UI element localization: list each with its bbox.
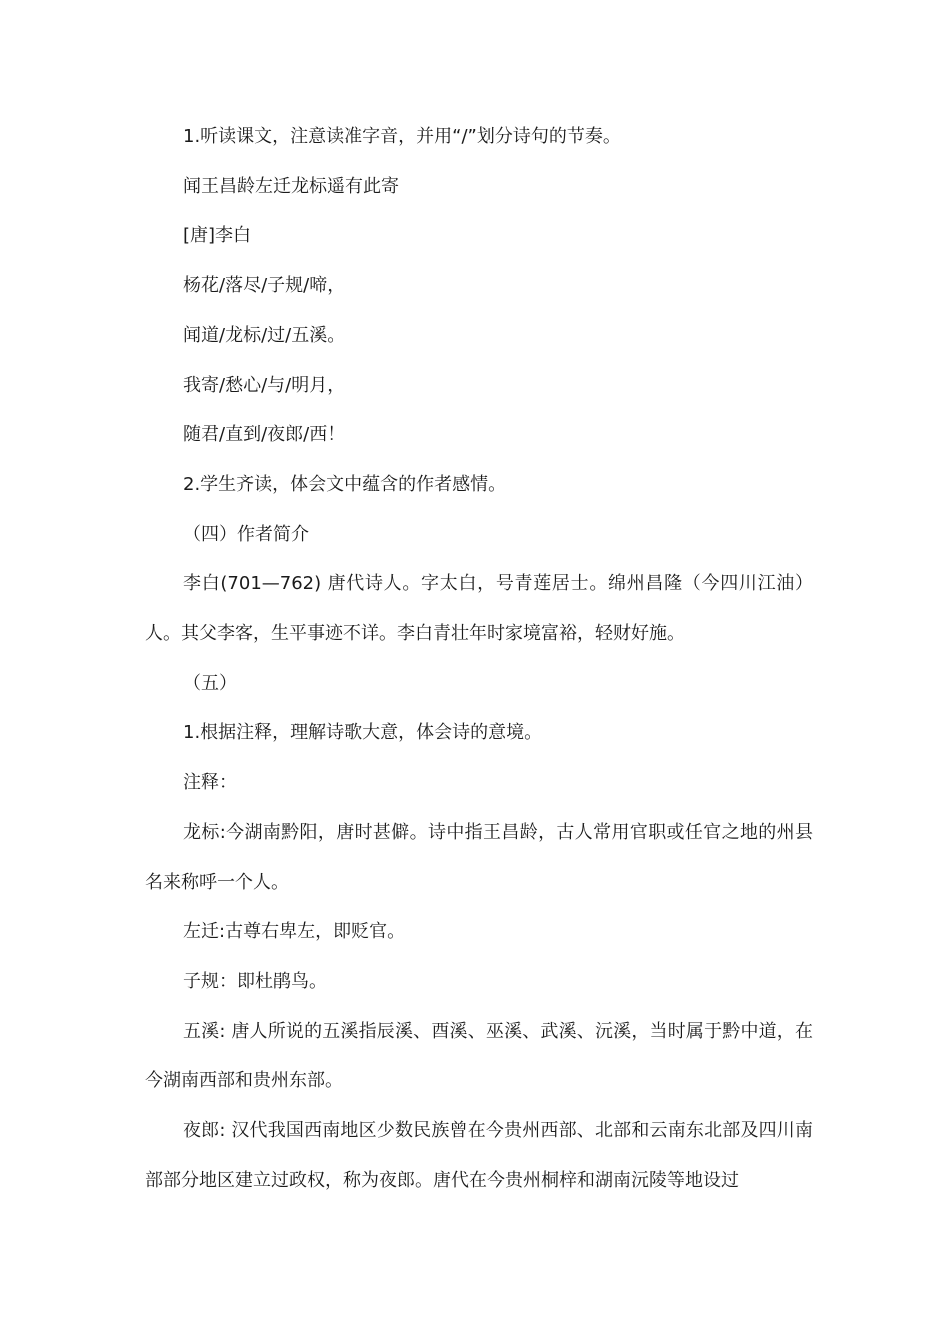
note-yelang: 夜郎: 汉代我国西南地区少数民族曾在今贵州西部、北部和云南东北部及四川南部部分地区建立过政权，称为夜郎。唐代在今贵州桐梓和湖南沅陵等地设过: [145, 1120, 813, 1191]
paragraph-listen-instruction: 1.听读课文，注意读准字音，并用“/”划分诗句的节奏。: [183, 126, 621, 147]
paragraph-author-bio: 李白(701—762) 唐代诗人。字太白，号青莲居士。绵州昌隆（今四川江油）人。其父李客，生平事迹不详。李白青壮年时家境富裕，轻财好施。: [145, 573, 813, 645]
paragraph-read-aloud: 2.学生齐读，体会文中蕴含的作者感情。: [183, 473, 507, 495]
notes-heading: 注释：: [183, 772, 237, 794]
document-body: [145, 112, 813, 1205]
note-wuxi: 五溪: 唐人所说的五溪指辰溪、酉溪、巫溪、武溪、沅溪，当时属于黔中道，在今湖南西部和贵州东部。: [145, 1020, 813, 1092]
note-zuoqian: 左迁:古尊右卑左，即贬官。: [183, 921, 406, 943]
poem-line-4: 随君/直到/夜郎/西！: [183, 424, 346, 446]
poem-title: 闻王昌龄左迁龙标遥有此寄: [183, 175, 399, 197]
paragraph-understand: 1.根据注释，理解诗歌大意，体会诗的意境。: [183, 722, 543, 744]
section-heading-five: （五）: [183, 672, 237, 694]
note-longbiao: 龙标:今湖南黔阳，唐时甚僻。诗中指王昌龄，古人常用官职或任官之地的州县名来称呼一个人。: [145, 821, 813, 893]
poem-line-2: 闻道/龙标/过/五溪。: [183, 324, 346, 346]
poem-line-3: 我寄/愁心/与/明月，: [183, 374, 346, 396]
note-zigui: 子规：即杜鹃鸟。: [183, 970, 327, 992]
section-heading-author: （四）作者简介: [183, 523, 309, 545]
poem-line-1: 杨花/落尽/子规/啼，: [183, 275, 346, 297]
poem-author: [唐]李白: [183, 225, 252, 247]
